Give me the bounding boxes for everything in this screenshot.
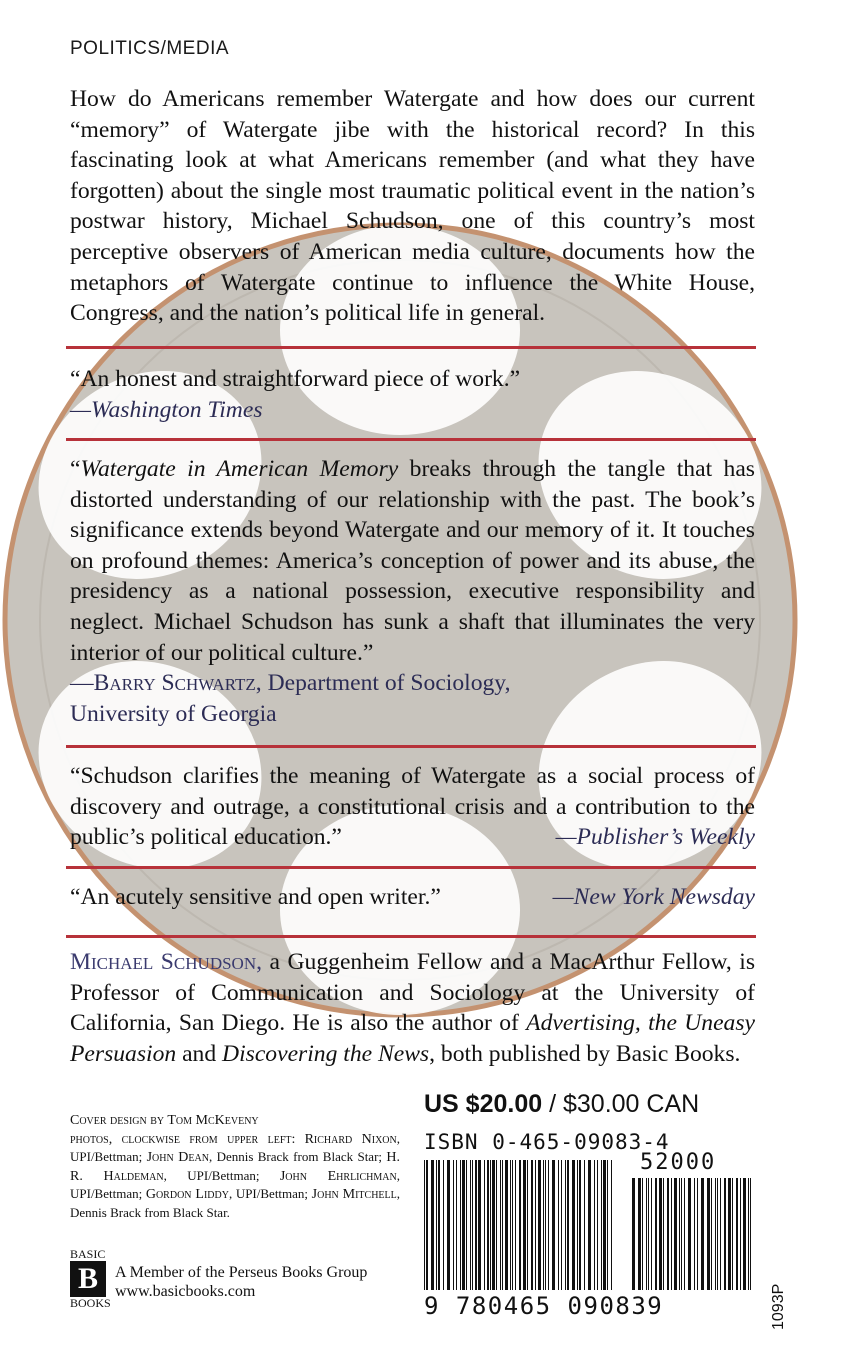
barcode-bar — [679, 1178, 680, 1290]
divider-rule-2 — [66, 438, 756, 441]
barcode-bar — [728, 1178, 731, 1290]
barcode-bar — [475, 1160, 477, 1290]
barcode-bar — [724, 1178, 726, 1290]
barcode-bar — [611, 1160, 612, 1290]
publisher-logo: BASIC B BOOKS — [70, 1247, 111, 1310]
barcode-bar — [572, 1160, 575, 1290]
barcode-bar — [655, 1178, 657, 1290]
description-blurb: How do Americans remember Watergate and how does our current “memory” of Watergate jibe with the historical record? In this fascinating look at what Americans remember (and what they have forgotten) about the single most traumatic political event in the nation’s postwar history, Michael Schudson, one of this country’s most perceptive observers of American media culture, documents how the metaphors of Watergate continue to influence the White House, Congress, and the nation’s political life in general. — [70, 86, 755, 327]
barcode-bar — [597, 1160, 598, 1290]
barcode-bar — [558, 1160, 559, 1290]
ean-digits: 9 780465 090839 — [424, 1292, 664, 1320]
barcode-bar — [588, 1160, 591, 1290]
barcode-bar — [642, 1178, 643, 1290]
quote-source-line2: University of Georgia — [70, 700, 277, 727]
barcode-bar — [431, 1160, 434, 1290]
barcode-bar — [510, 1160, 511, 1290]
book-title: Advertising, the Uneasy Persuasion — [70, 1010, 755, 1067]
barcode-bar — [748, 1178, 749, 1290]
barcode-bar — [436, 1160, 437, 1290]
publisher-info — [115, 1263, 367, 1301]
book-title: Watergate in American Memory — [80, 456, 399, 482]
barcode-bar — [648, 1178, 649, 1290]
barcode-bar — [579, 1160, 581, 1290]
review-quote-2 — [70, 454, 755, 729]
barcode-bar — [681, 1178, 682, 1290]
barcode-bar — [531, 1160, 533, 1290]
barcode-bar — [743, 1178, 746, 1290]
barcode-bar — [697, 1178, 698, 1290]
barcode-bar — [594, 1160, 595, 1290]
barcode-bar — [505, 1160, 508, 1290]
barcode-bar — [603, 1160, 606, 1290]
barcode-bar — [736, 1178, 738, 1290]
barcode-bar — [707, 1178, 710, 1290]
barcode-bar — [732, 1178, 733, 1290]
barcode-bar — [478, 1160, 481, 1290]
barcode-bar — [538, 1160, 541, 1290]
review-quote-4 — [70, 882, 755, 913]
category-label: POLITICS/MEDIA — [70, 38, 230, 59]
barcode-bar — [515, 1160, 516, 1290]
quote-text: “An acutely sensitive and open writer.” — [70, 884, 441, 910]
barcode-bar — [472, 1160, 473, 1290]
quote-source: —New York Newsday — [552, 884, 755, 910]
barcode-bar — [720, 1178, 721, 1290]
book-title: Discovering the News — [222, 1040, 430, 1067]
barcode-bar — [548, 1160, 549, 1290]
cover-credits — [70, 1112, 400, 1222]
barcode-bar — [523, 1160, 526, 1290]
barcode-bar — [527, 1160, 528, 1290]
barcode-bar — [502, 1160, 503, 1290]
barcode-bar — [715, 1178, 716, 1290]
barcode-bar — [663, 1178, 664, 1290]
cover-design-credit: Cover design by Tom McKeveny — [70, 1113, 259, 1128]
barcode-bar — [659, 1178, 662, 1290]
barcode-bar — [684, 1178, 685, 1290]
addon-barcode — [632, 1178, 754, 1290]
isbn-number: ISBN 0-465-09083-4 — [424, 1130, 670, 1154]
price-us: US $20.00 — [424, 1090, 543, 1118]
barcode-addon-digits: 52000 — [640, 1150, 717, 1175]
divider-rule-4 — [66, 866, 756, 869]
barcode-bar — [453, 1160, 454, 1290]
barcode-bar — [443, 1160, 444, 1290]
publisher-website[interactable]: www.basicbooks.com — [115, 1283, 256, 1300]
barcode-bar — [561, 1160, 562, 1290]
barcode-bar — [740, 1178, 741, 1290]
barcode-bar — [492, 1160, 495, 1290]
divider-rule-1 — [66, 346, 756, 349]
quote-source: —Barry Schwartz, Department of Sociology, — [70, 670, 511, 697]
price-label — [424, 1090, 699, 1119]
quote-text: “Watergate in American Memory breaks through the tangle that has distorted understanding of our relationship with the past. The book’s significance extends beyond Watergate and our memory of it. It touches on profound themes: America’s conception of power and its abuse, the presidency as a national possession, executive responsibility and neglect. Michael Schudson has sunk a shaft that illuminates the very interior of our political culture.” — [70, 456, 755, 666]
barcode-bar — [456, 1160, 457, 1290]
barcode-bar — [577, 1160, 578, 1290]
price-can: / $30.00 CAN — [542, 1090, 700, 1118]
barcode-bar — [426, 1160, 428, 1290]
ean-barcode — [424, 1160, 614, 1290]
barcode-bar — [565, 1160, 566, 1290]
barcode-bar — [667, 1178, 669, 1290]
divider-rule-5 — [66, 935, 756, 938]
review-quote-1 — [70, 364, 755, 425]
barcode-bar — [584, 1160, 585, 1290]
barcode-bar — [447, 1160, 450, 1290]
barcode-bar — [674, 1178, 677, 1290]
barcode-bar — [750, 1178, 751, 1290]
barcode-bar — [601, 1160, 602, 1290]
barcode-bar — [638, 1178, 641, 1290]
barcode-bar — [512, 1160, 513, 1290]
barcode-bar — [519, 1160, 521, 1290]
divider-rule-3 — [66, 745, 756, 748]
barcode-bar — [651, 1178, 652, 1290]
quote-text: “Schudson clarifies the meaning of Watergate as a social process of discovery and outrage, a constitutional crisis and a contribution to the public’s political education.” — [70, 763, 755, 851]
barcode-bar — [543, 1160, 544, 1290]
barcode-bar — [487, 1160, 489, 1290]
barcode-bar — [470, 1160, 471, 1290]
barcode-bar — [535, 1160, 536, 1290]
barcode-bar — [717, 1178, 718, 1290]
barcode-bar — [460, 1160, 461, 1290]
barcode-bar — [632, 1178, 635, 1290]
barcode-bar — [500, 1160, 501, 1290]
barcode-bar — [545, 1160, 546, 1290]
basic-books-b-icon: B — [70, 1261, 106, 1297]
barcode-bar — [484, 1160, 485, 1290]
barcode-bar — [688, 1178, 691, 1290]
barcode-bar — [671, 1178, 672, 1290]
author-name: Michael Schudson, — [70, 949, 263, 975]
barcode-bar — [711, 1178, 712, 1290]
quote-text: “An honest and straightforward piece of work.” — [70, 366, 521, 392]
photo-credits: photos, clockwise from upper left: Richard Nixon, UPI/Bettman; John Dean, Dennis Brack from Black Star; H. R. Haldeman, UPI/Bettman; John Ehrlichman, UPI/Bettman; Gordon Liddy, UPI/Bettman; John Mitchell, Dennis Brack from Black Star. — [70, 1130, 401, 1220]
barcode-bar — [496, 1160, 497, 1290]
barcode-bar — [424, 1160, 425, 1290]
barcode-bar — [567, 1160, 569, 1290]
barcode-bar — [466, 1160, 467, 1290]
barcode-bar — [607, 1160, 608, 1290]
quote-source: —Publisher’s Weekly — [555, 824, 755, 851]
side-code: 1093P — [770, 1283, 787, 1330]
barcode-bar — [490, 1160, 491, 1290]
quote-source: —Washington Times — [70, 396, 263, 423]
author-bio: Michael Schudson, a Guggenheim Fellow and a MacArthur Fellow, is Professor of Communication and Sociology at the University of California, San Diego. He is also the author of Advertising, the Uneasy Persuasion and Discovering the News, both published by Basic Books. — [70, 949, 755, 1067]
barcode-bar — [462, 1160, 465, 1290]
barcode-bar — [552, 1160, 555, 1290]
barcode-bar — [646, 1178, 647, 1290]
publisher-member: A Member of the Perseus Books Group — [115, 1264, 368, 1281]
barcode-bar — [694, 1178, 695, 1290]
barcode-bar — [438, 1160, 440, 1290]
review-quote-3 — [70, 761, 755, 853]
barcode-bar — [701, 1178, 704, 1290]
